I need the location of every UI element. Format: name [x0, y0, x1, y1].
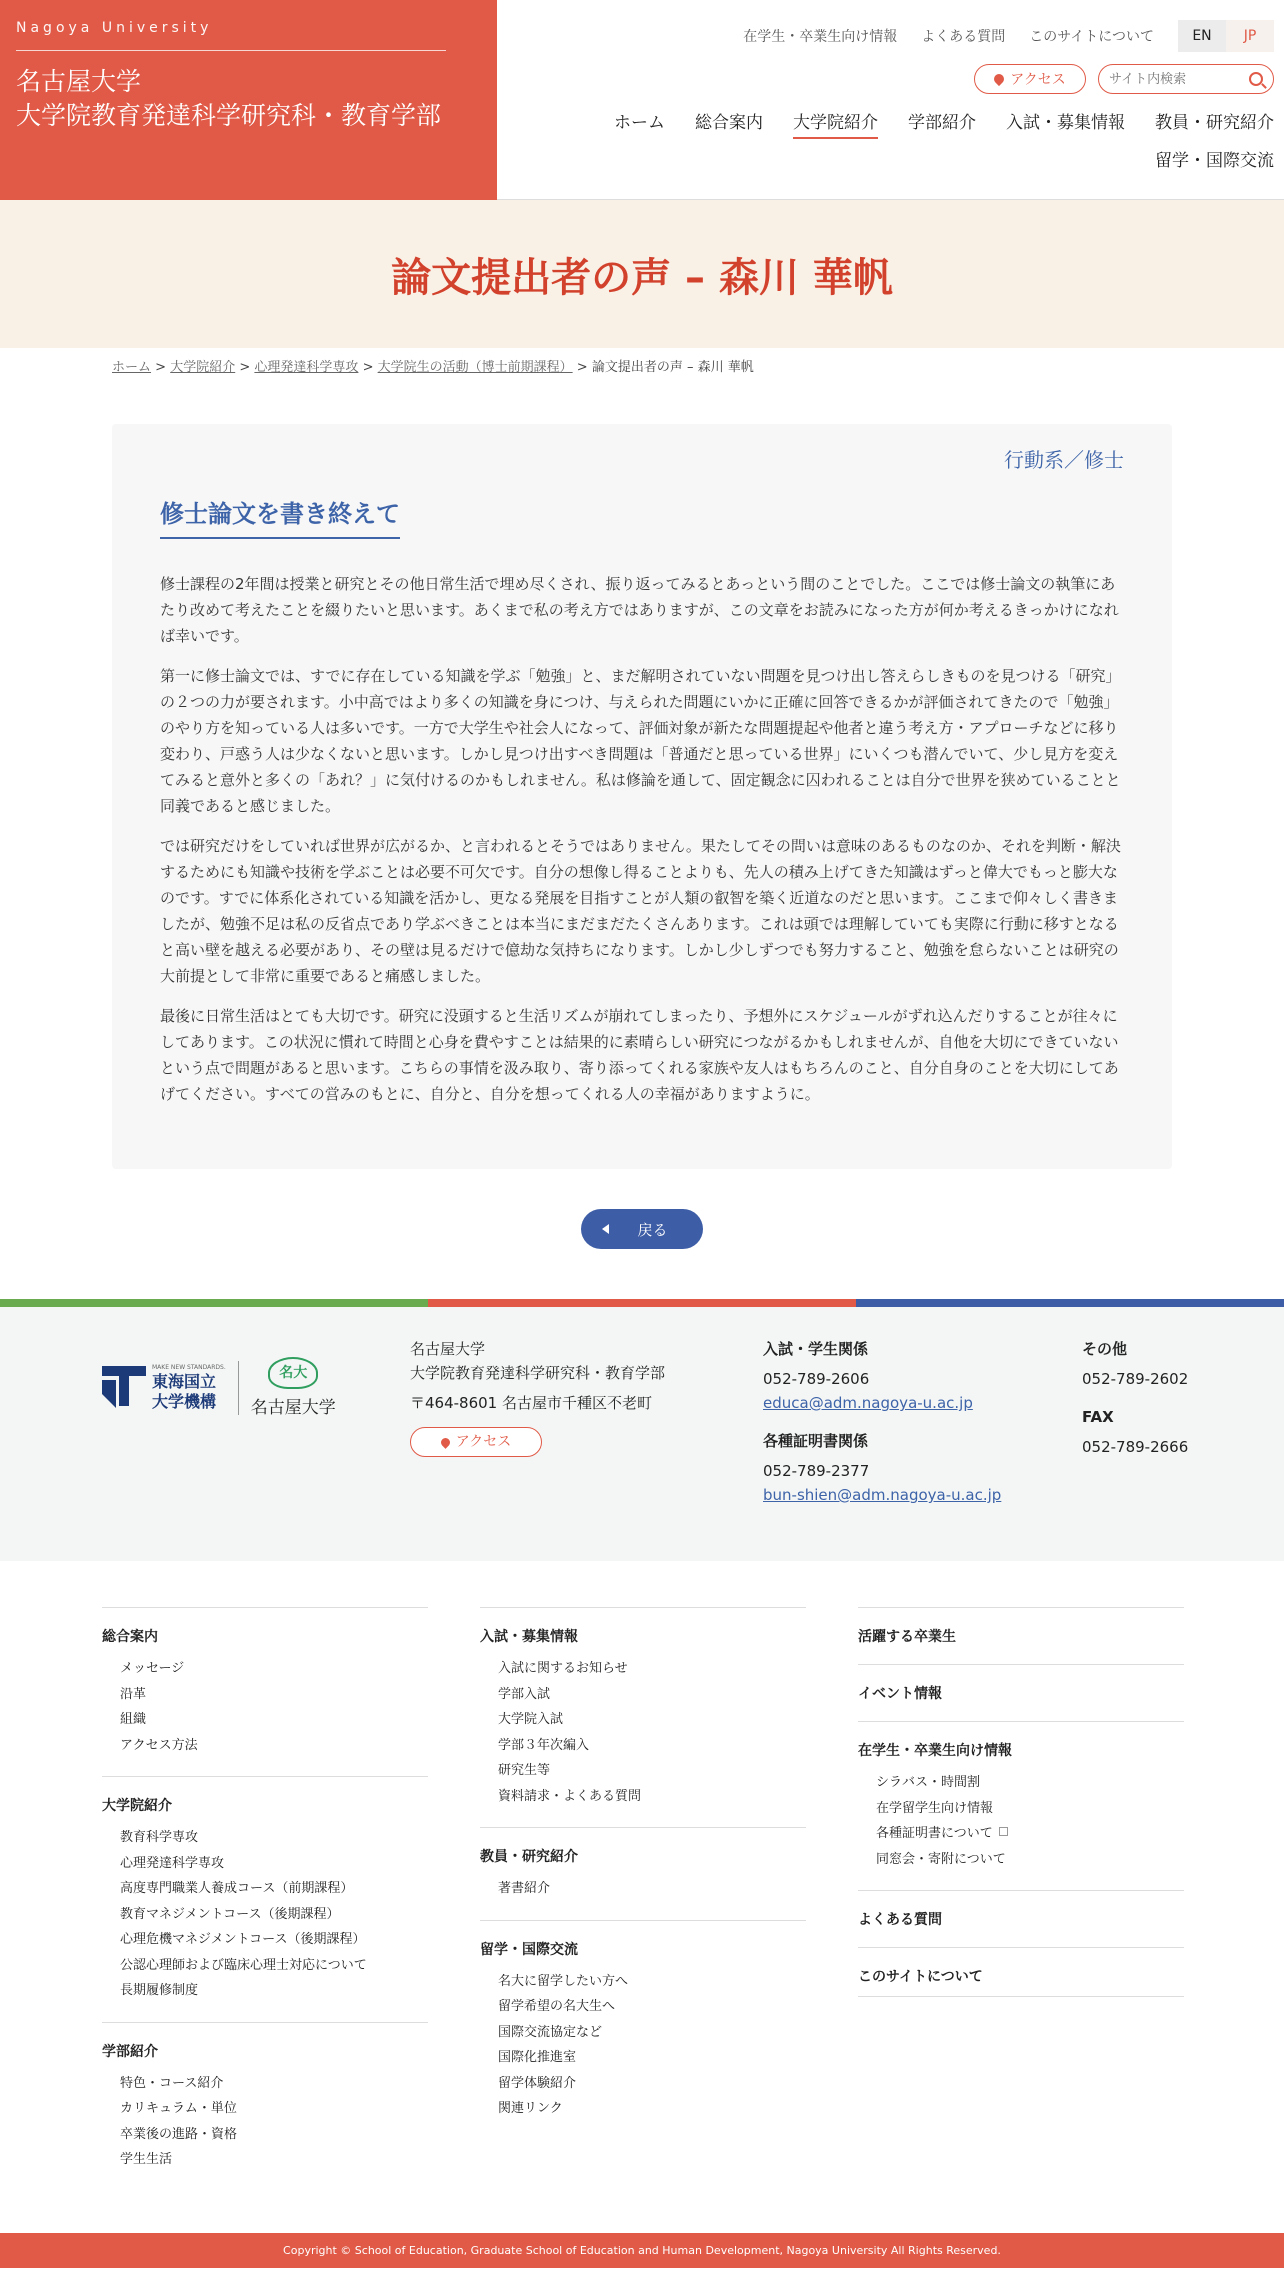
- article-section-title: 修士論文を書き終えて: [160, 494, 400, 539]
- sitemap-list: [102, 1825, 428, 2004]
- sitemap-link[interactable]: [498, 1876, 806, 1902]
- sitemap-link-label: 高度専門職業人養成コース（前期課程）: [120, 1881, 354, 1896]
- sitemap-column-2: [480, 1607, 806, 2140]
- back-button-label: 戻る: [637, 1220, 668, 1239]
- sitemap-link[interactable]: [120, 2122, 428, 2148]
- thers-line1: 東海国立: [152, 1371, 217, 1391]
- sitemap-link[interactable]: [498, 1784, 806, 1810]
- sitemap-heading-link[interactable]: 留学・国際交流: [480, 1941, 578, 1958]
- sitemap-group: [858, 1664, 1184, 1703]
- article-paragraph: 修士課程の2年間は授業と研究とその他日常生活で埋め尽くされ、振り返ってみるとあっという間のことでした。ここでは修士論文の執筆にあたり改めて考えたことを綴りたいと思います。あくまで私の考え方ではありますが、この文章をお読みになった方が何か考えるきっかけになれば幸いです。: [160, 575, 1119, 645]
- sitemap-list: [480, 1969, 806, 2122]
- search-icon[interactable]: [1249, 72, 1263, 86]
- footer-address-col: [410, 1337, 665, 1457]
- article-paragraph: では研究だけをしていれば世界が広がるか、と言われるとそうではありません。果たしてその問いは意味のあるものなのか、それを判断・解決するためにも知識や技術を学ぶことは必要不可欠です。自分の想像し得ることよりも、先人の積み上げてきた知識はずっと偉大でもっと膨大なのです。すでに体系化されている知識を活かし、更なる発展を目指すことが人類の叡智を築く近道なのだと思います。ここまで仰々しく書きましたが、勉強不足は私の反省点であり学ぶべきことは本当にまだまだたくさんあります。これは頭では理解していても実際に行動に移すとなると高い壁を越える必要があり、その壁は見るだけで億劫な気持ちになります。しかし少しずつでも努力すること、勉強を怠らないことは研究の大前提として非常に重要であると痛感しました。: [160, 837, 1121, 985]
- brand-japanese: [16, 65, 481, 133]
- nav-faculty-research-label: 教員・研究紹介: [1155, 113, 1274, 133]
- footer-other-col: [1082, 1337, 1188, 1459]
- site-search: [1098, 64, 1274, 94]
- sitemap-link[interactable]: [498, 1994, 806, 2020]
- breadcrumb-current: 論文提出者の声 – 森川 華帆: [591, 360, 754, 375]
- sitemap-link[interactable]: [498, 2096, 806, 2122]
- footer-sitemap: [0, 1561, 1284, 2233]
- search-row: [974, 64, 1274, 94]
- sitemap-link-label: メッセージ: [120, 1661, 185, 1676]
- admissions-tel: 052-789-2606: [763, 1370, 870, 1388]
- article-paragraph: 第一に修士論文では、すでに存在している知識を学ぶ「勉強」と、まだ解明されていない問題を見つけ出し答えらしきものを見つける「研究」の２つの力が要されます。小中高ではより多くの知識を身につけ、与えられた問題にいかに正確に回答できるかが評価されてきたので「勉強」のやり方を知っている人は多いです。一方で大学生や社会人になって、評価対象が新たな問題提起や他者と違う考え方・アプローチなどに移り変わり、戸惑う人は少なくないと思います。しかし見つけ出すべき問題は「普通だと思っている世界」にいくつも潜んでいて、少し見方を変えてみると意外と多くの「あれ？」に気付けるのかもしれません。私は修論を通して、固定観念に囚われることは自分で世界を狭めていることと同義であると感じました。: [160, 667, 1121, 815]
- sitemap-link-label: 大学院入試: [498, 1712, 564, 1727]
- nav-overview[interactable]: [695, 110, 763, 148]
- sitemap-link-label: 国際化推進室: [498, 2050, 577, 2065]
- sitemap-heading-link[interactable]: イベント情報: [858, 1686, 942, 1702]
- sitemap-link[interactable]: [498, 2045, 806, 2071]
- brand-line-university: 名古屋大学: [16, 67, 142, 96]
- article-card: [112, 424, 1172, 1169]
- external-link-icon: [999, 1827, 1008, 1836]
- nav-international-label: 留学・国際交流: [1155, 151, 1274, 171]
- sitemap-link[interactable]: [120, 1656, 428, 1682]
- sitemap-heading-link[interactable]: 活躍する卒業生: [858, 1629, 956, 1645]
- fax-heading: FAX: [1082, 1408, 1114, 1426]
- breadcrumb-separator: >: [239, 360, 251, 375]
- breadcrumb-separator: >: [362, 360, 374, 375]
- sitemap-link-label: カリキュラム・単位: [120, 2101, 237, 2116]
- admissions-heading: 入試・学生関係: [763, 1340, 869, 1358]
- sitemap-link[interactable]: [120, 1851, 428, 1877]
- footer-access-label: アクセス: [455, 1434, 512, 1450]
- certificates-email-link[interactable]: bun-shien@adm.nagoya-u.ac.jp: [763, 1486, 1002, 1504]
- site-header: [0, 0, 1284, 200]
- article-category: 行動系／修士: [1004, 448, 1124, 472]
- sitemap-list: [102, 1656, 428, 1758]
- sitemap-link[interactable]: [120, 2071, 428, 2097]
- nav-graduate-school-label: 大学院紹介: [793, 113, 878, 139]
- utility-nav: [743, 20, 1274, 52]
- breadcrumb-home[interactable]: ホーム: [112, 360, 152, 375]
- stripe-green: [0, 1299, 428, 1307]
- sitemap-link-label: 学部３年次編入: [498, 1737, 590, 1753]
- sitemap-link[interactable]: [120, 2096, 428, 2122]
- sitemap-column-1: [102, 1607, 428, 2191]
- breadcrumb-separator: >: [576, 360, 588, 375]
- sitemap-link-label: 公認心理師および臨床心理士対応について: [120, 1957, 367, 1973]
- chevron-left-icon: [602, 1224, 609, 1234]
- sitemap-link-label: 心理発達科学専攻: [120, 1855, 225, 1871]
- sitemap-link[interactable]: [876, 1821, 1184, 1847]
- sitemap-link[interactable]: [498, 2071, 806, 2097]
- stripe-blue: [856, 1299, 1284, 1307]
- sitemap-heading-link[interactable]: 大学院紹介: [102, 1798, 172, 1814]
- sitemap-link-label: 国際交流協定など: [498, 2024, 603, 2040]
- sitemap-group: [480, 1827, 806, 1902]
- sitemap-link-label: 著書紹介: [498, 1881, 551, 1896]
- header-access-button[interactable]: [974, 64, 1086, 94]
- brand-english: Nagoya University: [16, 20, 446, 51]
- sitemap-link-label: アクセス方法: [120, 1737, 198, 1753]
- sitemap-group: [858, 1721, 1184, 1872]
- sitemap-link-label: 学部入試: [498, 1686, 551, 1702]
- sitemap-link-label: 研究生等: [498, 1763, 551, 1778]
- sitemap-link[interactable]: [876, 1770, 1184, 1796]
- search-input[interactable]: [1109, 72, 1239, 87]
- breadcrumb: [0, 348, 1284, 386]
- page-title-band: [0, 200, 1284, 348]
- nav-home-label: ホーム: [614, 113, 665, 133]
- page-title: 論文提出者の声 – 森川 華帆: [391, 254, 893, 301]
- header-access-label: アクセス: [1010, 72, 1066, 88]
- sitemap-link[interactable]: [120, 1733, 428, 1759]
- nagoya-university-logo[interactable]: [251, 1357, 336, 1418]
- sitemap-group: [480, 1920, 806, 2122]
- footer-contact-col: [763, 1337, 1001, 1507]
- nav-undergraduate[interactable]: [908, 110, 976, 148]
- nagoya-emblem-icon: 名大: [268, 1357, 318, 1389]
- footer-org-line2: 大学院教育発達科学研究科・教育学部: [410, 1364, 666, 1382]
- admissions-email-link[interactable]: educa@adm.nagoya-u.ac.jp: [763, 1394, 973, 1412]
- sitemap-list: [480, 1876, 806, 1902]
- util-link-faq[interactable]: よくある質問: [921, 29, 1006, 45]
- sitemap-link[interactable]: [498, 1758, 806, 1784]
- certificates-heading: 各種証明書関係: [763, 1432, 869, 1450]
- sitemap-link-label: 各種証明書について: [876, 1826, 993, 1841]
- sitemap-heading-link[interactable]: 教員・研究紹介: [480, 1849, 578, 1865]
- sitemap-group: [102, 1607, 428, 1758]
- sitemap-link-label: 教育マネジメントコース（後期課程）: [120, 1906, 340, 1922]
- sitemap-list: [102, 2071, 428, 2173]
- fax-number: 052-789-2666: [1082, 1438, 1189, 1456]
- breadcrumb-separator: >: [155, 360, 167, 375]
- sitemap-link-label: 心理危機マネジメントコース（後期課程）: [120, 1932, 366, 1947]
- sitemap-link[interactable]: [498, 1969, 806, 1995]
- article-paragraph: 最後に日常生活はとても大切です。研究に没頭すると生活リズムが崩れてしまったり、予想外にスケジュールがずれ込んだりすることが往々にしてあります。この状況に慣れて時間と心身を費やすことは結果的に素晴らしい研究につながるかもしれませんが、自他を大切にできていないという点で問題があると思います。こちらの事情を汲み取り、寄り添ってくれる家族や友人はもちろんのこと、自分自身のことを大切にしてあげてください。すべての営みのもとに、自分と、自分を想ってくれる人の幸福がありますように。: [160, 1007, 1119, 1103]
- sitemap-link-label: 卒業後の進路・資格: [120, 2126, 238, 2142]
- sitemap-link-label: 組織: [120, 1712, 147, 1727]
- sitemap-heading-link[interactable]: よくある質問: [858, 1912, 942, 1928]
- sitemap-link[interactable]: [120, 1876, 428, 1902]
- sitemap-list: [480, 1656, 806, 1809]
- sitemap-heading-link[interactable]: 入試・募集情報: [480, 1629, 578, 1645]
- sitemap-link-label: 学生生活: [120, 2152, 173, 2167]
- sitemap-link[interactable]: [498, 1656, 806, 1682]
- sitemap-link[interactable]: [120, 1902, 428, 1928]
- sitemap-link[interactable]: [498, 2020, 806, 2046]
- lang-jp-button[interactable]: JP: [1226, 20, 1274, 52]
- nav-admissions[interactable]: [1006, 110, 1125, 148]
- logo-divider: [238, 1361, 239, 1415]
- lang-en-button[interactable]: EN: [1178, 20, 1226, 52]
- sitemap-link[interactable]: [498, 1682, 806, 1708]
- sitemap-link-label: 長期履修制度: [120, 1983, 199, 1998]
- language-switcher: [1178, 20, 1274, 52]
- nav-overview-label: 総合案内: [695, 113, 763, 133]
- site-brand[interactable]: [0, 0, 497, 200]
- sitemap-link[interactable]: [120, 1927, 428, 1953]
- sitemap-link[interactable]: [498, 1733, 806, 1759]
- sitemap-heading-link[interactable]: このサイトについて: [858, 1969, 983, 1985]
- sitemap-link[interactable]: [120, 1978, 428, 2004]
- other-heading: その他: [1082, 1340, 1128, 1358]
- sitemap-link-label: 関連リンク: [498, 2101, 563, 2116]
- sitemap-link[interactable]: [120, 1682, 428, 1708]
- back-button-wrap: [0, 1209, 1284, 1299]
- color-stripe: [0, 1299, 1284, 1307]
- thers-logo-text: [152, 1364, 226, 1412]
- util-link-students[interactable]: 在学生・卒業生向け情報: [743, 29, 898, 45]
- map-pin-icon: [439, 1436, 452, 1449]
- sitemap-link-label: 留学希望の名大生へ: [498, 1999, 616, 2014]
- util-link-about[interactable]: このサイトについて: [1029, 29, 1154, 45]
- nav-undergraduate-label: 学部紹介: [908, 113, 976, 133]
- thers-line2: 大学機構: [152, 1391, 217, 1411]
- sitemap-link-label: 特色・コース紹介: [120, 2075, 224, 2091]
- other-tel: 052-789-2602: [1082, 1370, 1189, 1388]
- footer-contact: [0, 1307, 1284, 1561]
- main-nav: [584, 110, 1274, 186]
- sitemap-group: [858, 1607, 1184, 1646]
- thers-logo-icon[interactable]: [102, 1366, 146, 1410]
- nav-faculty-research[interactable]: [1155, 110, 1274, 148]
- sitemap-link-label: 在学留学生向け情報: [876, 1800, 994, 1816]
- sitemap-link-label: 入試に関するお知らせ: [498, 1661, 628, 1676]
- footer-address: 〒464-8601 名古屋市千種区不老町: [410, 1394, 652, 1412]
- sitemap-link[interactable]: [498, 1707, 806, 1733]
- certificates-tel: 052-789-2377: [763, 1462, 870, 1480]
- sitemap-column-3: [858, 1607, 1184, 2015]
- nav-international[interactable]: [1155, 148, 1274, 186]
- back-button[interactable]: [581, 1209, 703, 1249]
- sitemap-link-label: 資料請求・よくある質問: [498, 1788, 642, 1804]
- sitemap-group: [480, 1607, 806, 1809]
- brand-line-faculty: 大学院教育発達科学研究科・教育学部: [16, 101, 442, 130]
- map-pin-icon: [992, 72, 1006, 86]
- breadcrumb-psychology[interactable]: 心理発達科学専攻: [254, 360, 359, 375]
- breadcrumb-activities[interactable]: 大学院生の活動（博士前期課程）: [377, 360, 573, 375]
- nagoya-logo-name: 名古屋大学: [250, 1398, 336, 1418]
- sitemap-list: [858, 1770, 1184, 1872]
- sitemap-group: [858, 1947, 1184, 1997]
- footer-logos: [102, 1357, 336, 1418]
- sitemap-link-label: 留学体験紹介: [498, 2075, 577, 2091]
- breadcrumb-graduate-school[interactable]: 大学院紹介: [170, 360, 236, 375]
- sitemap-group: [102, 1776, 428, 2004]
- sitemap-link-label: 同窓会・寄附について: [876, 1851, 1006, 1867]
- sitemap-group: [102, 2022, 428, 2173]
- sitemap-heading-link[interactable]: 在学生・卒業生向け情報: [858, 1743, 1012, 1759]
- sitemap-group: [858, 1890, 1184, 1929]
- footer-org-line1: 名古屋大学: [410, 1340, 486, 1358]
- sitemap-link-label: 教育科学専攻: [120, 1830, 199, 1845]
- sitemap-link-label: シラバス・時間割: [876, 1775, 981, 1790]
- footer-access-button[interactable]: [410, 1427, 542, 1457]
- sitemap-heading-link[interactable]: 学部紹介: [102, 2043, 158, 2060]
- sitemap-link[interactable]: [120, 1707, 428, 1733]
- sitemap-link[interactable]: [120, 1825, 428, 1851]
- sitemap-heading-link[interactable]: 総合案内: [102, 1629, 158, 1645]
- sitemap-link-label: 名大に留学したい方へ: [498, 1973, 629, 1989]
- sitemap-link[interactable]: [120, 1953, 428, 1979]
- sitemap-link[interactable]: [120, 2147, 428, 2173]
- stripe-red: [428, 1299, 856, 1307]
- nav-home[interactable]: [614, 110, 665, 148]
- sitemap-link[interactable]: [876, 1796, 1184, 1822]
- nav-graduate-school[interactable]: [793, 110, 878, 148]
- sitemap-link-label: 沿革: [120, 1686, 147, 1702]
- thers-tagline: MAKE NEW STANDARDS.: [152, 1363, 226, 1371]
- nav-admissions-label: 入試・募集情報: [1006, 113, 1125, 133]
- sitemap-link[interactable]: [876, 1847, 1184, 1873]
- copyright: Copyright © School of Education, Graduate School of Education and Human Development, Nagoya University All Rights Reserved.: [0, 2233, 1284, 2268]
